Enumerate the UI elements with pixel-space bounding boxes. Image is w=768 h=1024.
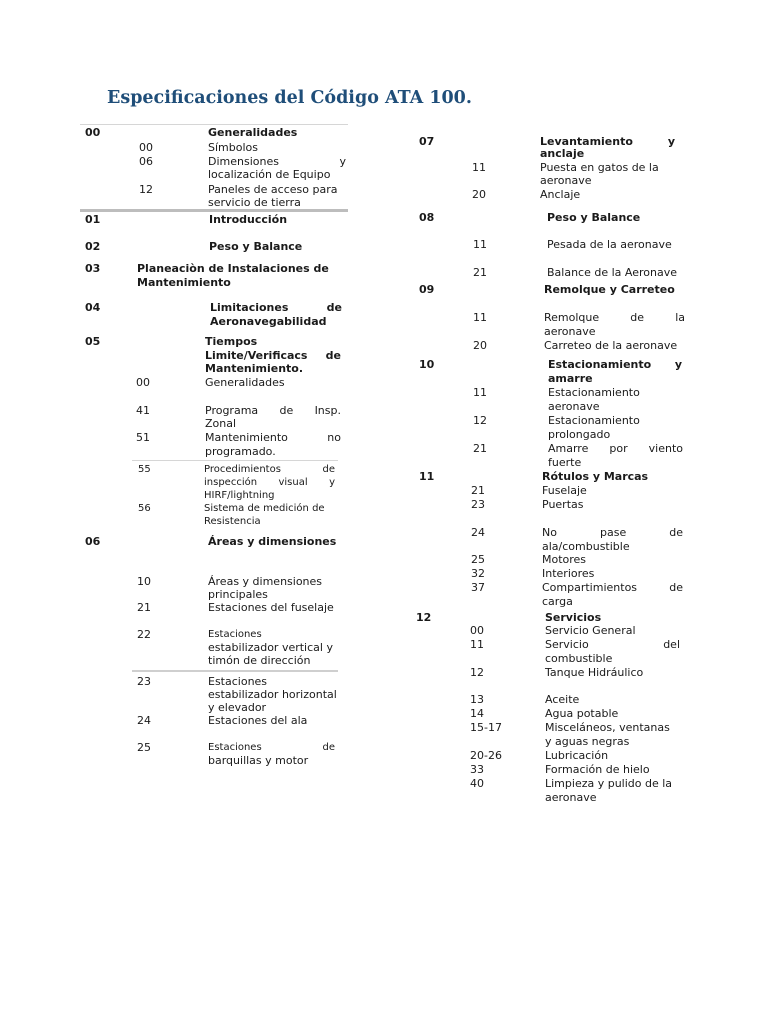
section-code: 33 xyxy=(470,763,484,776)
section-code: 12 xyxy=(139,183,153,196)
section-title: Procedimientos de xyxy=(204,464,335,475)
chapter-code: 12 xyxy=(416,611,432,624)
chapter-title: Remolque y Carreteo xyxy=(544,283,675,296)
section-code: 41 xyxy=(136,404,150,417)
section-code: 21 xyxy=(137,601,151,614)
chapter-title: Planeaciòn de Instalaciones de xyxy=(137,262,329,275)
chapter-title-line: amarre xyxy=(548,372,593,385)
chapter-code: 10 xyxy=(419,358,435,371)
section-title-line: y elevador xyxy=(208,701,267,714)
section-title: Servicio General xyxy=(545,624,636,637)
section-title-line: aeronave xyxy=(540,174,592,187)
chapter-title-line: Aeronavegabilidad xyxy=(210,315,327,328)
section-code: 37 xyxy=(471,581,485,594)
section-title: Programa de Insp. xyxy=(205,404,341,417)
section-title: Estaciones del fuselaje xyxy=(208,601,334,614)
section-code: 10 xyxy=(137,575,151,588)
section-code: 20 xyxy=(472,188,486,201)
section-title: Fuselaje xyxy=(542,484,587,497)
divider xyxy=(132,670,338,672)
section-title-line: servicio de tierra xyxy=(208,196,301,209)
section-title-line: principales xyxy=(208,588,268,601)
section-code: 11 xyxy=(470,638,484,651)
section-title: Compartimientos de xyxy=(542,581,683,594)
section-code: 55 xyxy=(138,464,151,475)
section-code: 21 xyxy=(473,266,487,279)
chapter-title: Limitaciones de xyxy=(210,301,342,314)
section-code: 25 xyxy=(471,553,485,566)
chapter-title: Estacionamiento y xyxy=(548,358,682,371)
section-title: Estaciones del ala xyxy=(208,714,308,727)
section-title: Generalidades xyxy=(205,376,285,389)
section-title-line: aeronave xyxy=(545,791,597,804)
section-title: Formación de hielo xyxy=(545,763,650,776)
chapter-code: 08 xyxy=(419,211,435,224)
chapter-title: Peso y Balance xyxy=(209,240,303,253)
section-code: 00 xyxy=(470,624,484,637)
section-title: Tanque Hidráulico xyxy=(545,666,644,679)
section-title-line: prolongado xyxy=(548,428,611,441)
chapter-code: 07 xyxy=(419,135,435,148)
section-code: 00 xyxy=(139,141,153,154)
section-title: No pase de xyxy=(542,526,683,539)
section-title: Remolque de la xyxy=(544,311,685,324)
section-code: 23 xyxy=(471,498,485,511)
section-code: 56 xyxy=(138,503,151,514)
section-code: 22 xyxy=(137,628,151,641)
section-title-line: barquillas y motor xyxy=(208,754,309,767)
chapter-code: 01 xyxy=(85,213,101,226)
section-title: Limpieza y pulido de la xyxy=(545,777,673,790)
section-title: Anclaje xyxy=(540,188,581,201)
section-title-line: estabilizador horizontal xyxy=(208,688,337,701)
section-code: 21 xyxy=(471,484,485,497)
chapter-title: Levantamiento y xyxy=(540,135,675,148)
section-title: Estaciones xyxy=(208,629,262,640)
section-title: Amarre por viento xyxy=(548,442,683,455)
section-code: 11 xyxy=(472,161,486,174)
chapter-title-line: Mantenimiento xyxy=(137,276,231,289)
section-title-line: localización de Equipo xyxy=(208,168,331,181)
section-code: 12 xyxy=(473,414,487,427)
chapter-title: Servicios xyxy=(545,611,602,624)
divider xyxy=(80,209,348,212)
section-title-line: Zonal xyxy=(205,417,237,430)
section-code: 40 xyxy=(470,777,484,790)
section-code: 15-17 xyxy=(470,721,502,734)
section-code: 23 xyxy=(137,675,151,688)
section-title: Servicio del xyxy=(545,638,680,651)
chapter-title-line: Mantenimiento. xyxy=(205,362,304,375)
chapter-code: 04 xyxy=(85,301,101,314)
divider xyxy=(80,124,348,125)
section-code: 24 xyxy=(137,714,151,727)
section-title: Estaciones xyxy=(208,675,268,688)
section-title: Balance de la Aeronave xyxy=(547,266,678,279)
section-title-line: timón de dirección xyxy=(208,654,311,667)
section-code: 11 xyxy=(473,311,487,324)
section-code: 51 xyxy=(136,431,150,444)
section-title: Interiores xyxy=(542,567,595,580)
section-title: Pesada de la aeronave xyxy=(547,238,672,251)
section-title-line: fuerte xyxy=(548,456,582,469)
section-code: 20 xyxy=(473,339,487,352)
section-title: Paneles de acceso para xyxy=(208,183,338,196)
section-code: 24 xyxy=(471,526,485,539)
section-title: Dimensiones y xyxy=(208,155,346,168)
section-title: Misceláneos, ventanas xyxy=(545,721,670,734)
chapter-title: Peso y Balance xyxy=(547,211,641,224)
chapter-title: Generalidades xyxy=(208,126,298,139)
section-title-line: combustible xyxy=(545,652,613,665)
section-code: 21 xyxy=(473,442,487,455)
section-code: 25 xyxy=(137,741,151,754)
section-title: Puesta en gatos de la xyxy=(540,161,659,174)
chapter-code: 09 xyxy=(419,283,435,296)
chapter-title: Tiempos xyxy=(205,335,258,348)
chapter-code: 03 xyxy=(85,262,101,275)
section-code: 11 xyxy=(473,386,487,399)
section-title: Carreteo de la aeronave xyxy=(544,339,678,352)
chapter-code: 06 xyxy=(85,535,101,548)
section-code: 13 xyxy=(470,693,484,706)
section-title: Motores xyxy=(542,553,587,566)
section-code: 06 xyxy=(139,155,153,168)
section-title-line: Resistencia xyxy=(204,516,261,527)
section-title: Estacionamiento xyxy=(548,414,640,427)
section-code: 00 xyxy=(136,376,150,389)
section-title: Lubricación xyxy=(545,749,609,762)
section-title-line: y aguas negras xyxy=(545,735,630,748)
section-code: 12 xyxy=(470,666,484,679)
section-title-line: inspección visual y xyxy=(204,477,335,488)
section-title-line: HIRF/lightning xyxy=(204,490,275,501)
section-title-line: programado. xyxy=(205,445,276,458)
section-title: Agua potable xyxy=(545,707,619,720)
section-title: Símbolos xyxy=(208,141,258,154)
chapter-code: 05 xyxy=(85,335,101,348)
chapter-title: Introducción xyxy=(209,213,288,226)
section-code: 14 xyxy=(470,707,484,720)
section-title-line: ala/combustible xyxy=(542,540,630,553)
chapter-code: 02 xyxy=(85,240,101,253)
section-title: Áreas y dimensiones xyxy=(208,575,323,588)
section-title: Puertas xyxy=(542,498,584,511)
section-title: Aceite xyxy=(545,693,580,706)
section-title: Estacionamiento xyxy=(548,386,640,399)
chapter-title-line: Limite/Verificacs de xyxy=(205,349,341,362)
section-code: 11 xyxy=(473,238,487,251)
page-title: Especificaciones del Código ATA 100. xyxy=(107,88,472,108)
section-code: 20-26 xyxy=(470,749,502,762)
section-title-line: estabilizador vertical y xyxy=(208,641,333,654)
chapter-code: 11 xyxy=(419,470,435,483)
chapter-title: Rótulos y Marcas xyxy=(542,470,649,483)
section-code: 32 xyxy=(471,567,485,580)
chapter-title: Áreas y dimensiones xyxy=(208,535,337,548)
section-title-line: aeronave xyxy=(548,400,600,413)
section-title: Mantenimiento no xyxy=(205,431,341,444)
chapter-code: 00 xyxy=(85,126,101,139)
section-title-line: carga xyxy=(542,595,573,608)
section-title: Sistema de medición de xyxy=(204,503,325,514)
chapter-title-line: anclaje xyxy=(540,147,585,160)
section-title-line: aeronave xyxy=(544,325,596,338)
section-title: Estaciones de xyxy=(208,742,335,753)
divider xyxy=(132,460,338,461)
